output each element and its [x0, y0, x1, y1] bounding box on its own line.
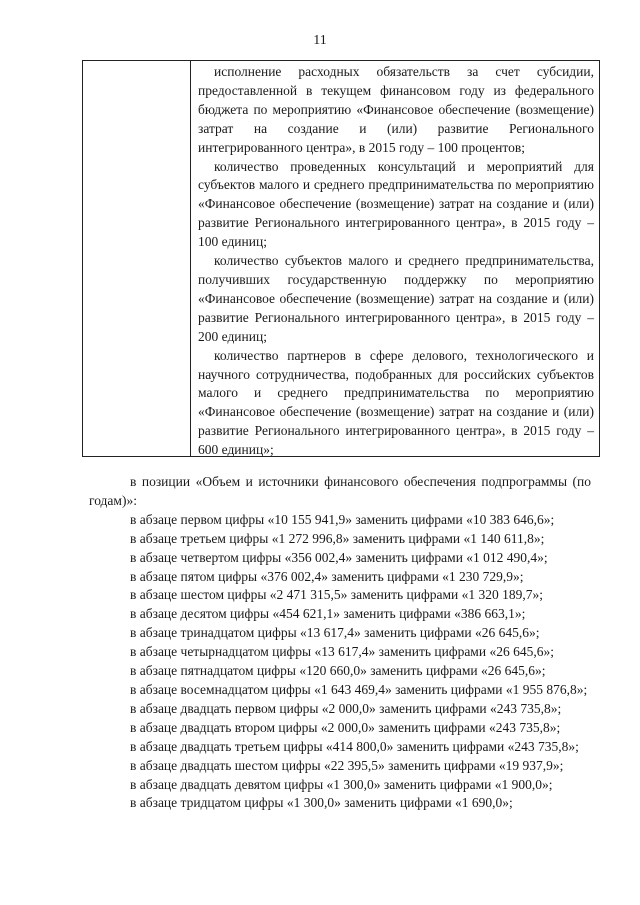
amendment-item: в абзаце тридцатом цифры «1 300,0» заменить цифрами «1 690,0»;: [130, 795, 513, 811]
amendment-item: в абзаце пятом цифры «376 002,4» заменить цифрами «1 230 729,9»;: [130, 568, 524, 584]
table-paragraph: количество партнеров в сфере делового, технологического и научного сотрудничества, подобранных для российских субъектов малого и среднего предпринимательства по мероприятию «Финансовое обеспечение (возмещение) затрат на создание и (или) развитие Регионального интегрированного центра», в 2015 году – 600 единиц»;: [198, 347, 594, 458]
amendment-item: в абзаце первом цифры «10 155 941,9» заменить цифрами «10 383 646,6»;: [130, 511, 555, 527]
amendment-item: в абзаце двадцать втором цифры «2 000,0» заменить цифрами «243 735,8»;: [130, 719, 561, 735]
table-paragraph: исполнение расходных обязательств за счет субсидии, предоставленной в текущем финансовом году из федерального бюджета по мероприятию «Финансовое обеспечение (возмещение) затрат на создание и (или) развитие Регионального интегрированного центра», в 2015 году – 100 процентов;: [198, 64, 594, 155]
amendment-item: в абзаце тринадцатом цифры «13 617,4» заменить цифрами «26 645,6»;: [130, 625, 540, 641]
amendment-item: в абзаце двадцать третьем цифры «414 800,0» заменить цифрами «243 735,8»;: [130, 738, 579, 754]
amendment-item: в абзаце двадцать девятом цифры «1 300,0» заменить цифрами «1 900,0»;: [130, 776, 553, 792]
amendment-item: в абзаце четвертом цифры «356 002,4» заменить цифрами «1 012 490,4»;: [130, 549, 548, 565]
amendment-item: в абзаце десятом цифры «454 621,1» заменить цифрами «386 663,1»;: [130, 606, 526, 622]
amendment-item: в абзаце шестом цифры «2 471 315,5» заменить цифрами «1 320 189,7»;: [130, 587, 543, 603]
amendment-item: в абзаце пятнадцатом цифры «120 660,0» заменить цифрами «26 645,6»;: [130, 663, 546, 679]
page-number: 11: [313, 33, 327, 48]
amendment-item: в абзаце двадцать первом цифры «2 000,0» заменить цифрами «243 735,8»;: [130, 700, 562, 716]
amendment-item: в абзаце двадцать шестом цифры «22 395,5» заменить цифрами «19 937,9»;: [130, 757, 564, 773]
amendments-text: [89, 473, 591, 813]
table-paragraph: количество проведенных консультаций и мероприятий для субъектов малого и среднего предпринимательства по мероприятию «Финансовое обеспечение (возмещение) затрат на создание и (или) развитие Регионального интегрированного центра», в 2015 году – 100 единиц;: [198, 158, 594, 250]
indicators-table: [82, 60, 600, 457]
amendments-intro: в позиции «Объем и источники финансового обеспечения подпрограммы (по годам)»:: [89, 474, 591, 508]
amendment-item: в абзаце восемнадцатом цифры «1 643 469,4» заменить цифрами «1 955 876,8»;: [130, 681, 588, 697]
amendment-item: в абзаце четырнадцатом цифры «13 617,4» заменить цифрами «26 645,6»;: [130, 644, 554, 660]
table-paragraph: количество субъектов малого и среднего предпринимательства, получивших государственную поддержку по мероприятию «Финансовое обеспечение (возмещение) затрат на создание и (или) развитие Регионального интегрированного центра», в 2015 году – 200 единиц;: [198, 253, 594, 344]
table-left-column: [83, 61, 191, 456]
table-right-column: [198, 63, 594, 460]
amendment-item: в абзаце третьем цифры «1 272 996,8» заменить цифрами «1 140 611,8»;: [130, 530, 545, 546]
